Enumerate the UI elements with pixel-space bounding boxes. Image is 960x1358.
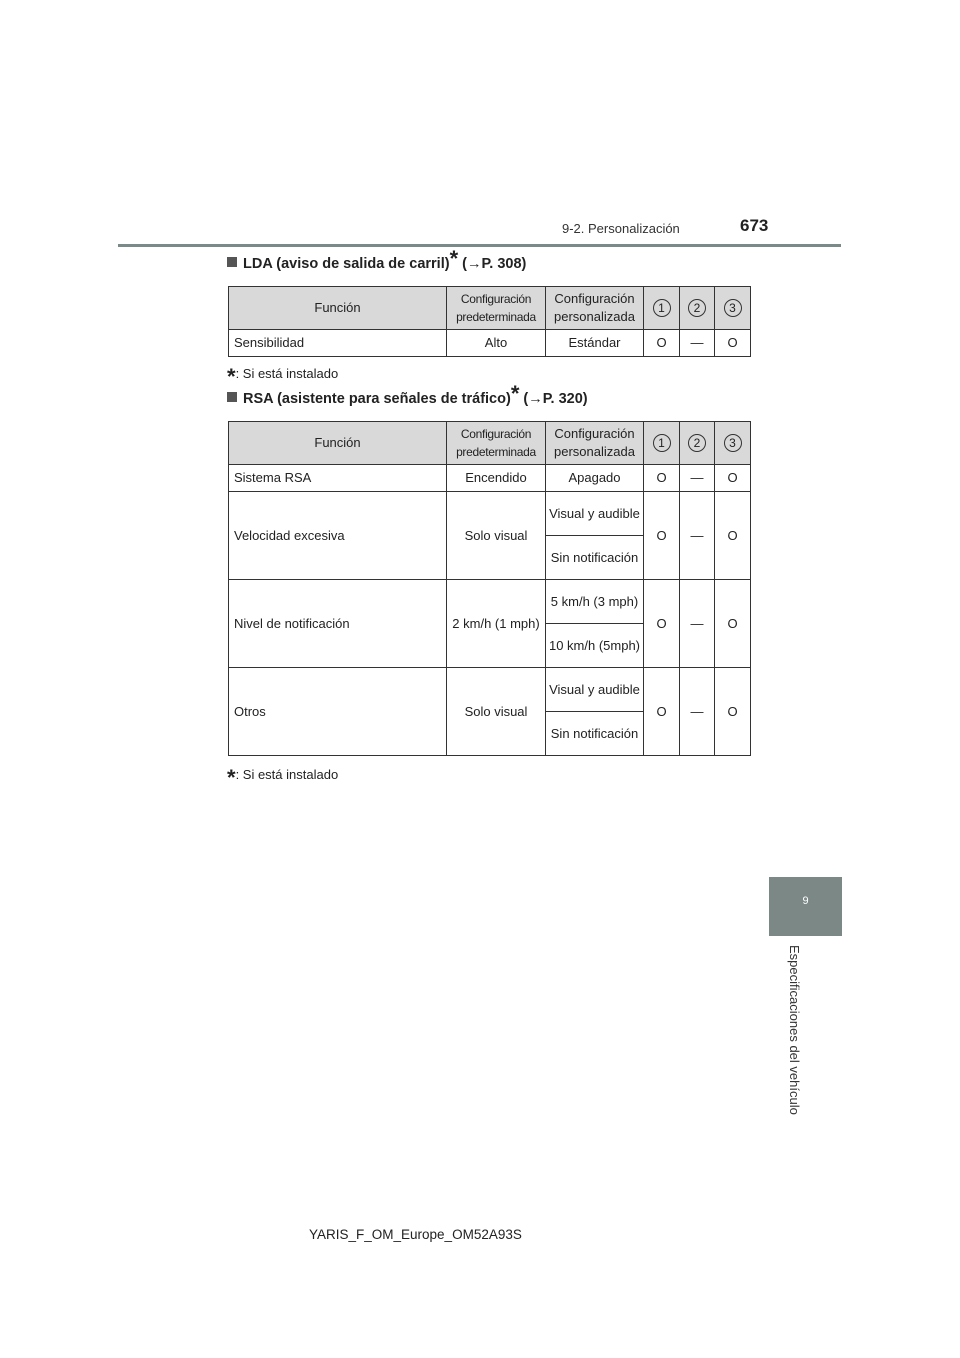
cell-c2: — (680, 330, 715, 357)
header-custom: Configuración personalizada (546, 422, 644, 465)
cell-default: Solo visual (447, 668, 546, 756)
cell-c2: — (680, 492, 715, 580)
asterisk-mark: * (227, 765, 236, 790)
asterisk-mark: * (510, 381, 520, 406)
cell-custom-b: Sin notificación (546, 712, 644, 756)
cell-custom-b: 10 km/h (5mph) (546, 624, 644, 668)
header-col-1 (644, 422, 680, 465)
rsa-table (228, 421, 751, 756)
cell-c3: O (715, 668, 751, 756)
cell-c3: O (715, 330, 751, 357)
header-default: Configuración predeterminada (447, 287, 546, 330)
lda-footnote-text: : Si está instalado (235, 366, 339, 381)
lda-footnote (227, 364, 339, 389)
cell-custom: Apagado (546, 465, 644, 492)
cell-c1: O (644, 465, 680, 492)
rsa-footnote (227, 765, 339, 790)
header-custom: Configuración personalizada (546, 287, 644, 330)
cell-default: Encendido (447, 465, 546, 492)
header-funcion: Función (229, 287, 447, 330)
circled-number: 1 (653, 434, 671, 452)
cell-c3: O (715, 465, 751, 492)
cell-c2: — (680, 580, 715, 668)
table-row (229, 492, 751, 536)
circled-number: 2 (688, 299, 706, 317)
lda-heading (227, 246, 527, 272)
cell-custom-a: Visual y audible (546, 492, 644, 536)
bullet-square-icon (227, 257, 237, 267)
circled-number: 3 (724, 434, 742, 452)
cell-default: Solo visual (447, 492, 546, 580)
cell-c1: O (644, 580, 680, 668)
cell-c3: O (715, 580, 751, 668)
section-title: 9-2. Personalización (562, 221, 680, 236)
header-col-3 (715, 422, 751, 465)
circled-number: 1 (653, 299, 671, 317)
cell-funcion: Velocidad excesiva (229, 492, 447, 580)
footer-code: YARIS_F_OM_Europe_OM52A93S (309, 1227, 522, 1242)
rsa-page-ref: (→P. 320) (523, 390, 588, 407)
cell-c2: — (680, 465, 715, 492)
cell-c1: O (644, 668, 680, 756)
rsa-heading-text: RSA (asistente para señales de tráfico) (243, 390, 511, 407)
rsa-footnote-text: : Si está instalado (235, 767, 339, 782)
header-col-2 (680, 287, 715, 330)
asterisk-mark: * (227, 364, 236, 389)
cell-c3: O (715, 492, 751, 580)
chapter-side-label (780, 945, 810, 1125)
chapter-label-text: Especificaciones del vehículo (787, 945, 802, 1115)
chapter-tab (769, 877, 842, 936)
table-row (229, 580, 751, 624)
cell-funcion: Otros (229, 668, 447, 756)
cell-funcion: Sistema RSA (229, 465, 447, 492)
header-default: Configuración predeterminada (447, 422, 546, 465)
header-rule (118, 244, 841, 247)
header-col-1 (644, 287, 680, 330)
lda-table (228, 286, 751, 357)
page-number: 673 (740, 216, 769, 235)
cell-custom: Estándar (546, 330, 644, 357)
asterisk-mark: * (449, 246, 459, 271)
cell-custom-a: 5 km/h (3 mph) (546, 580, 644, 624)
circled-number: 3 (724, 299, 742, 317)
header-funcion: Función (229, 422, 447, 465)
chapter-number: 9 (802, 895, 809, 907)
bullet-square-icon (227, 392, 237, 402)
table-row (229, 465, 751, 492)
table-row (229, 330, 751, 357)
cell-funcion: Nivel de notificación (229, 580, 447, 668)
cell-c1: O (644, 330, 680, 357)
header-col-2 (680, 422, 715, 465)
header-col-3 (715, 287, 751, 330)
rsa-heading (227, 381, 588, 407)
cell-default: Alto (447, 330, 546, 357)
cell-c1: O (644, 492, 680, 580)
lda-heading-text: LDA (aviso de salida de carril) (243, 255, 450, 272)
cell-funcion: Sensibilidad (229, 330, 447, 357)
table-row (229, 668, 751, 712)
cell-custom-b: Sin notificación (546, 536, 644, 580)
circled-number: 2 (688, 434, 706, 452)
cell-c2: — (680, 668, 715, 756)
cell-custom-a: Visual y audible (546, 668, 644, 712)
cell-default: 2 km/h (1 mph) (447, 580, 546, 668)
lda-page-ref: (→P. 308) (462, 255, 527, 272)
